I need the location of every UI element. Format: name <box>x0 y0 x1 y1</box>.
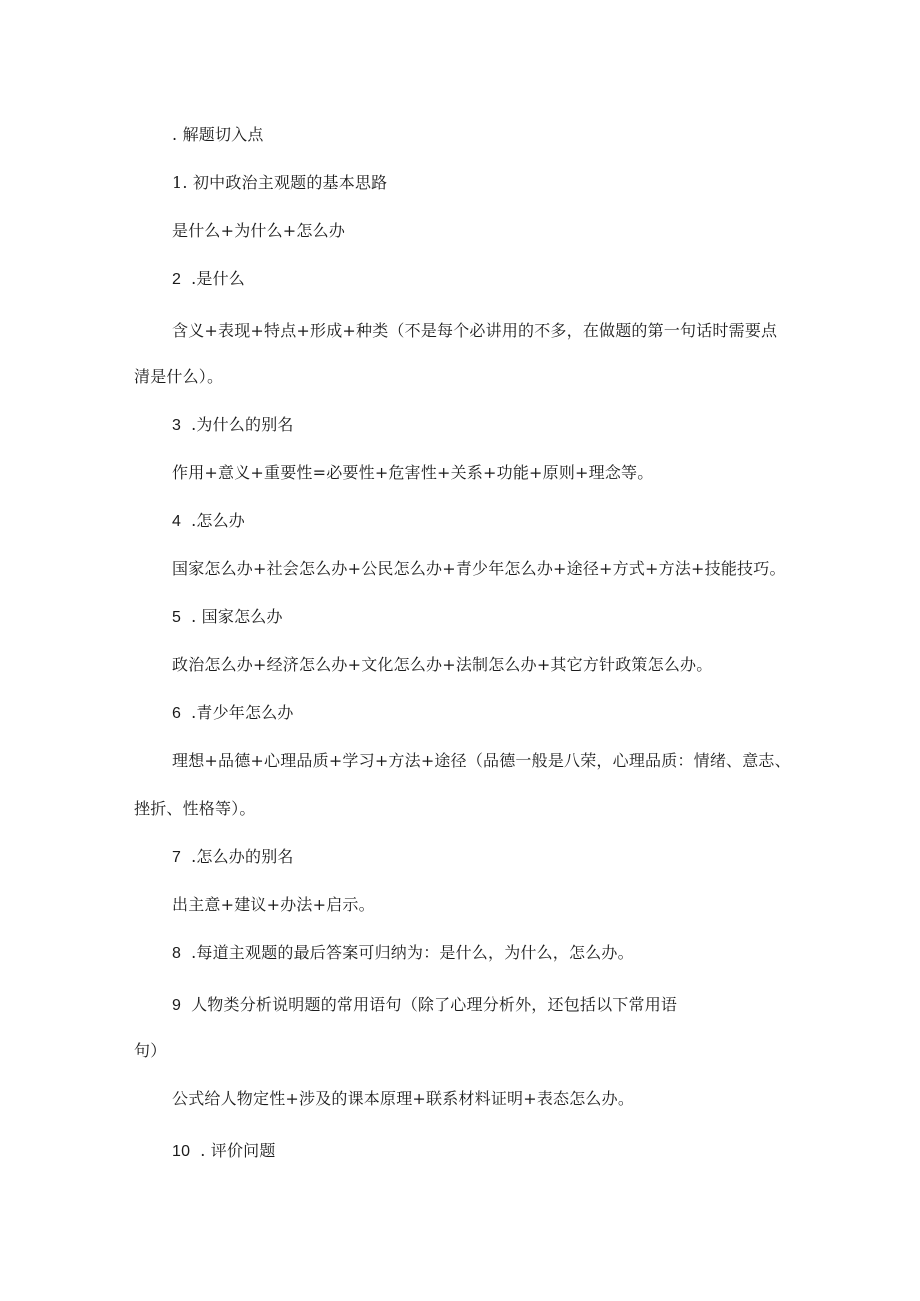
item-number: 5 <box>172 609 182 626</box>
numbered-heading <box>172 510 245 533</box>
numbered-heading <box>172 942 634 965</box>
item-number: 4 <box>172 513 182 530</box>
item-title: . 国家怎么办 <box>191 607 283 626</box>
item-number: 9 <box>172 997 182 1014</box>
item-title: .怎么办 <box>191 511 245 530</box>
item-title: .青少年怎么办 <box>191 703 294 722</box>
numbered-heading <box>172 414 294 437</box>
numbered-heading <box>172 606 283 629</box>
numbered-heading <box>172 702 294 725</box>
item-number: 8 <box>172 945 182 962</box>
item-title: .是什么 <box>191 269 245 288</box>
numbered-heading <box>172 846 294 869</box>
paragraph-line: 国家怎么办+社会怎么办+公民怎么办+青少年怎么办+途径+方式+方法+技能技巧。 <box>172 559 786 578</box>
numbered-heading <box>172 268 245 291</box>
item-number: 3 <box>172 417 182 434</box>
item-title: .每道主观题的最后答案可归纳为：是什么，为什么，怎么办。 <box>191 943 634 962</box>
paragraph-line: 含义+表现+特点+形成+种类（不是每个必讲用的不多，在做题的第一句话时需要点 <box>172 321 778 340</box>
item-number: 6 <box>172 705 182 722</box>
paragraph-line: 作用+意义+重要性=必要性+危害性+关系+功能+原则+理念等。 <box>172 463 654 482</box>
numbered-heading <box>172 994 677 1017</box>
item-title: 人物类分析说明题的常用语句（除了心理分析外，还包括以下常用语 <box>191 995 678 1014</box>
paragraph-line: 出主意+建议+办法+启示。 <box>172 895 375 914</box>
paragraph-line: 政治怎么办+经济怎么办+文化怎么办+法制怎么办+其它方针政策怎么办。 <box>172 655 713 674</box>
paragraph-line: 清是什么）。 <box>134 367 224 386</box>
item-number: 7 <box>172 849 182 866</box>
item-number: 2 <box>172 271 182 288</box>
paragraph-line: 公式给人物定性+涉及的课本原理+联系材料证明+表态怎么办。 <box>172 1089 635 1108</box>
paragraph-line: 是什么+为什么+怎么办 <box>172 221 346 240</box>
paragraph-line: 挫折、性格等）。 <box>134 799 256 818</box>
section-heading: . 解题切入点 <box>172 125 264 144</box>
paragraph-line: 句） <box>134 1041 167 1060</box>
paragraph-line: 理想+品德+心理品质+学习+方法+途径（品德一般是八荣，心理品质：情绪、意志、 <box>172 751 791 770</box>
item-number: 10 <box>172 1143 191 1160</box>
item-title: .怎么办的别名 <box>191 847 294 866</box>
item-title: .为什么的别名 <box>191 415 294 434</box>
numbered-heading <box>172 1140 276 1163</box>
item-title: . 评价问题 <box>200 1141 276 1160</box>
paragraph-line: 1. 初中政治主观题的基本思路 <box>172 173 388 192</box>
